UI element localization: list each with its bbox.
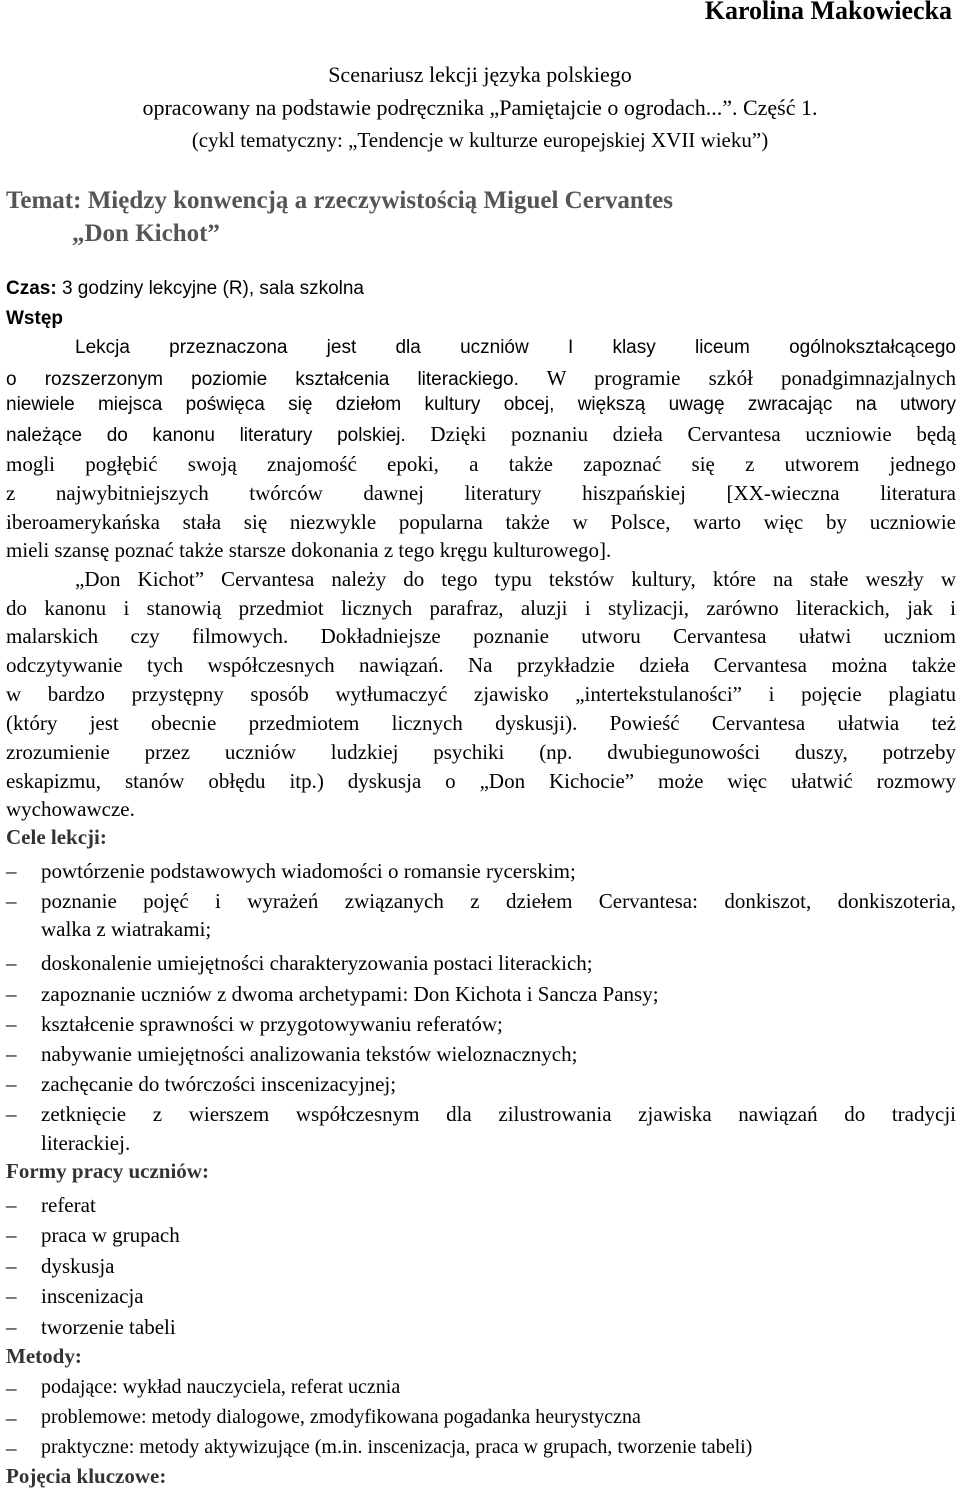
dash-icon: –: [6, 889, 17, 913]
goal-item: zetknięcie z wierszem współczesnym dla zilustrowania zjawiska nawiązań do tradycji: [41, 1102, 956, 1126]
method-item: podające: wykład nauczyciela, referat ucznia: [41, 1376, 401, 1398]
lesson-topic-work: „Don Kichot”: [72, 220, 220, 247]
key-terms-heading: Pojęcia kluczowe:: [6, 1464, 167, 1488]
intro-line-9: „Don Kichot” Cervantesa należy do tego typu tekstów kultury, które na stałe weszły w: [75, 567, 956, 591]
dash-icon: –: [6, 982, 17, 1006]
dash-icon: –: [6, 1406, 17, 1430]
intro-line-2-b: W programie szkół ponadgimnazjalnych: [518, 366, 956, 390]
intro-line-16: eskapizmu, stanów obłędu itp.) dyskusja o „Don Kichocie” może więc ułatwić rozmowy: [6, 769, 956, 793]
goal-item-continued: walka z wiatrakami;: [41, 917, 212, 941]
intro-line-4-b: Dzięki poznaniu dzieła Cervantesa uczniowie będą: [405, 422, 957, 446]
form-item: inscenizacja: [41, 1284, 144, 1308]
intro-line-15: zrozumienie przez uczniów ludzkiej psychiki (np. dwubiegunowości duszy, potrzeby: [6, 740, 956, 764]
intro-line-3: niewiele miejsca poświęca się dziełom kultury obcej, większą uwagę zwracając na utwory: [6, 394, 956, 415]
forms-heading: Formy pracy uczniów:: [6, 1159, 209, 1183]
author-name: Karolina Makowiecka: [704, 0, 952, 25]
method-item: problemowe: metody dialogowe, zmodyfikowana pogadanka heurystyczna: [41, 1406, 641, 1428]
intro-heading: Wstęp: [6, 308, 63, 329]
form-item: tworzenie tabeli: [41, 1315, 176, 1339]
dash-icon: –: [6, 951, 17, 975]
goal-item: doskonalenie umiejętności charakteryzowania postaci literackich;: [41, 951, 593, 975]
intro-line-11: malarskich czy filmowych. Dokładniejsze poznanie utworu Cervantesa ułatwi uczniom: [6, 624, 956, 648]
thematic-cycle: (cykl tematyczny: „Tendencje w kulturze europejskiej XVII wieku”): [191, 128, 769, 152]
intro-line-17: wychowawcze.: [6, 797, 135, 821]
dash-icon: –: [6, 1436, 17, 1460]
intro-line-13: w bardzo przystępny sposób wytłumaczyć zjawisko „intertekstulaności” i pojęcie plagiatu: [6, 682, 956, 706]
goal-item: powtórzenie podstawowych wiadomości o romansie rycerskim;: [41, 859, 576, 883]
goal-item: zachęcanie do twórczości inscenizacyjnej;: [41, 1072, 397, 1096]
scenario-subtitle: opracowany na podstawie podręcznika „Pamiętajcie o ogrodach...”. Część 1.: [142, 95, 818, 120]
goal-item: nabywanie umiejętności analizowania tekstów wieloznacznych;: [41, 1042, 578, 1066]
dash-icon: –: [6, 859, 17, 883]
intro-line-8: mieli szansę poznać także starsze dokonania z tego kręgu kulturowego].: [6, 538, 612, 562]
time-value: 3 godziny lekcyjne (R), sala szkolna: [56, 278, 364, 299]
form-item: dyskusja: [41, 1254, 115, 1278]
lesson-time: [6, 278, 364, 300]
goal-item: zapoznanie uczniów z dwoma archetypami: Don Kichota i Sancza Pansy;: [41, 982, 659, 1006]
intro-line-6: z najwybitniejszych twórców dawnej literatury hiszpańskiej [XX-wieczna literatura: [6, 481, 956, 505]
dash-icon: –: [6, 1223, 17, 1247]
goal-item: poznanie pojęć i wyrażeń związanych z dziełem Cervantesa: donkiszot, donkiszoteria,: [41, 889, 956, 913]
intro-line-14: (który jest obecnie przedmiotem licznych dyskusji). Powieść Cervantesa ułatwia też: [6, 711, 956, 735]
time-label: Czas:: [6, 278, 57, 299]
form-item: praca w grupach: [41, 1223, 180, 1247]
intro-line-5: mogli pogłębić swoją znajomość epoki, a także zapoznać się z utworem jednego: [6, 452, 956, 476]
intro-line-7: iberoamerykańska stała się niezwykle popularna także w Polsce, warto więc by uczniowie: [6, 510, 956, 534]
dash-icon: –: [6, 1012, 17, 1036]
dash-icon: –: [6, 1072, 17, 1096]
form-item: referat: [41, 1193, 96, 1217]
intro-line-10: do kanonu i stanowią przedmiot licznych parafraz, aluzji i stylizacji, zarówno literackich, jak i: [6, 596, 956, 620]
intro-line-2-a: o rozszerzonym poziomie kształcenia literackiego.: [6, 369, 519, 390]
goals-heading: Cele lekcji:: [6, 825, 107, 849]
dash-icon: –: [6, 1284, 17, 1308]
intro-line-1: Lekcja przeznaczona jest dla uczniów I klasy liceum ogólnokształcącego: [75, 337, 956, 358]
lesson-topic: Temat: Między konwencją a rzeczywistością Miguel Cervantes: [6, 187, 673, 214]
method-item: praktyczne: metody aktywizujące (m.in. inscenizacja, praca w grupach, tworzenie tabeli): [41, 1436, 753, 1458]
intro-line-12: odczytywanie tych współczesnych nawiązań. Na przykładzie dzieła Cervantesa można także: [6, 653, 956, 677]
dash-icon: –: [6, 1042, 17, 1066]
intro-line-4: [6, 422, 956, 447]
intro-line-2: [6, 366, 956, 391]
dash-icon: –: [6, 1254, 17, 1278]
intro-line-4-a: należące do kanonu literatury polskiej.: [6, 425, 406, 446]
dash-icon: –: [6, 1315, 17, 1339]
goal-item-continued: literackiej.: [41, 1131, 131, 1155]
dash-icon: –: [6, 1193, 17, 1217]
scenario-title: Scenariusz lekcji języka polskiego: [328, 62, 632, 87]
dash-icon: –: [6, 1376, 17, 1400]
goal-item: kształcenie sprawności w przygotowywaniu referatów;: [41, 1012, 503, 1036]
dash-icon: –: [6, 1102, 17, 1126]
methods-heading: Metody:: [6, 1344, 82, 1368]
